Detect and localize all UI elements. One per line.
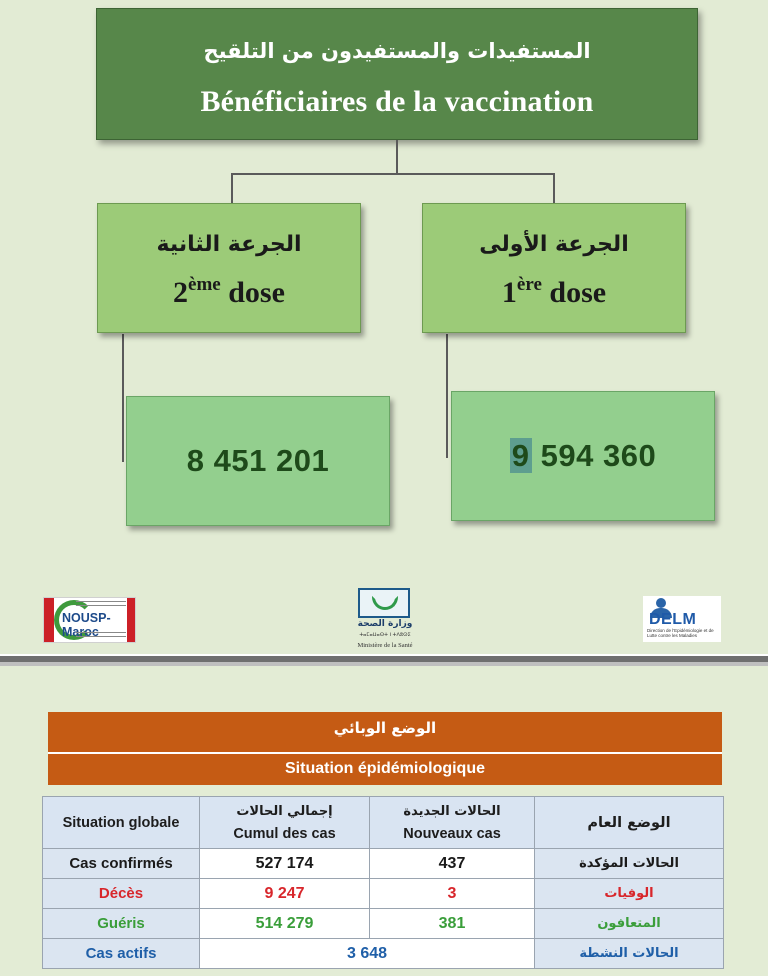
column-header-cumul xyxy=(200,797,370,849)
column-header-general-arabic: الوضع العام xyxy=(535,797,724,849)
connector-line xyxy=(553,173,555,203)
ministry-name-arabic: وزارة الصحة xyxy=(357,619,413,629)
ministry-name-french: Ministère de la Santé xyxy=(357,642,413,649)
first-dose-box xyxy=(422,203,686,333)
row-label-arabic: المتعافون xyxy=(535,909,724,939)
connector-line xyxy=(396,140,398,174)
table-header-row xyxy=(43,797,724,849)
first-dose-count-box xyxy=(451,391,715,521)
column-header-global: Situation globale xyxy=(43,797,200,849)
row-label: Guéris xyxy=(43,909,200,939)
cumul-value: 527 174 xyxy=(200,849,370,879)
active-cases-value: 3 648 xyxy=(200,939,535,969)
nousp-red-bar-right xyxy=(127,598,135,642)
new-value: 3 xyxy=(370,879,535,909)
vaccination-title-box xyxy=(96,8,698,140)
row-label: Cas actifs xyxy=(43,939,200,969)
ministry-name-tifinagh: ⵜⴰⵎⴰⵡⴰⵙⵜ ⵏ ⵜⴷⵓⵙⵉ xyxy=(359,632,411,638)
epidemiological-header-french: Situation épidémiologique xyxy=(285,760,485,777)
cumul-value: 9 247 xyxy=(200,879,370,909)
second-dose-number: 2 xyxy=(173,276,189,309)
nousp-logo xyxy=(43,597,136,643)
connector-line xyxy=(231,173,233,203)
column-header-new-arabic: الحالات الجديدة xyxy=(403,803,501,819)
first-dose-count-first-digit: 9 xyxy=(511,438,530,473)
epidemiological-header xyxy=(48,712,722,785)
second-dose-word: dose xyxy=(220,276,285,309)
delm-logo xyxy=(643,596,721,642)
second-dose-count: 8 451 201 xyxy=(186,443,330,478)
first-dose-number: 1 xyxy=(501,276,517,309)
table-row xyxy=(43,939,724,969)
epidemiological-slide xyxy=(0,666,768,976)
table-row xyxy=(43,849,724,879)
new-value: 381 xyxy=(370,909,535,939)
first-dose-count xyxy=(452,438,714,474)
first-dose-suffix: ère xyxy=(516,274,542,295)
nousp-top-lines xyxy=(76,601,126,606)
epidemiological-header-arabic: الوضع الوبائي xyxy=(333,719,437,737)
column-header-cumul-arabic: إجمالي الحالات xyxy=(236,803,333,819)
row-label-arabic: الحالات المؤكدة xyxy=(535,849,724,879)
delm-logo-subtitle: Direction de l'Epidémiologie et de Lutte contre les Maladies xyxy=(647,628,714,638)
ministry-crescent-icon xyxy=(372,596,398,610)
table-row xyxy=(43,879,724,909)
nousp-red-bar-left xyxy=(44,598,54,642)
column-header-cumul-french: Cumul des cas xyxy=(233,825,336,842)
cumul-value: 514 279 xyxy=(200,909,370,939)
row-label: Cas confirmés xyxy=(43,849,200,879)
row-label-arabic: الوفيات xyxy=(535,879,724,909)
connector-line xyxy=(446,334,448,458)
second-dose-count-box xyxy=(126,396,390,526)
second-dose-box xyxy=(97,203,361,333)
second-dose-label-arabic: الجرعة الثانية xyxy=(156,232,302,257)
slide-separator xyxy=(0,654,768,666)
ministry-emblem-icon xyxy=(358,588,410,618)
ministry-logo xyxy=(350,588,420,652)
connector-line xyxy=(122,334,124,462)
first-dose-count-rest: 594 360 xyxy=(531,438,657,473)
column-header-new-french: Nouveaux cas xyxy=(403,825,501,842)
nousp-logo-text: NOUSP-Maroc xyxy=(62,611,111,639)
second-dose-suffix: ème xyxy=(188,274,221,295)
new-value: 437 xyxy=(370,849,535,879)
connector-line xyxy=(231,173,555,175)
row-label: Décès xyxy=(43,879,200,909)
title-arabic: المستفيدات والمستفيدون من التلقيح xyxy=(203,39,591,63)
situation-table xyxy=(42,796,724,969)
first-dose-label-arabic: الجرعة الأولى xyxy=(479,232,629,257)
row-label-arabic: الحالات النشطة xyxy=(535,939,724,969)
title-french: Bénéficiaires de la vaccination xyxy=(200,85,594,118)
first-dose-word: dose xyxy=(541,276,607,309)
nousp-bottom-lines xyxy=(76,632,126,637)
column-header-new xyxy=(370,797,535,849)
first-dose-label-french xyxy=(423,276,685,310)
table-row xyxy=(43,909,724,939)
header-divider xyxy=(48,752,722,754)
second-dose-label-french xyxy=(98,276,360,310)
delm-logo-text: DELM xyxy=(649,611,697,628)
